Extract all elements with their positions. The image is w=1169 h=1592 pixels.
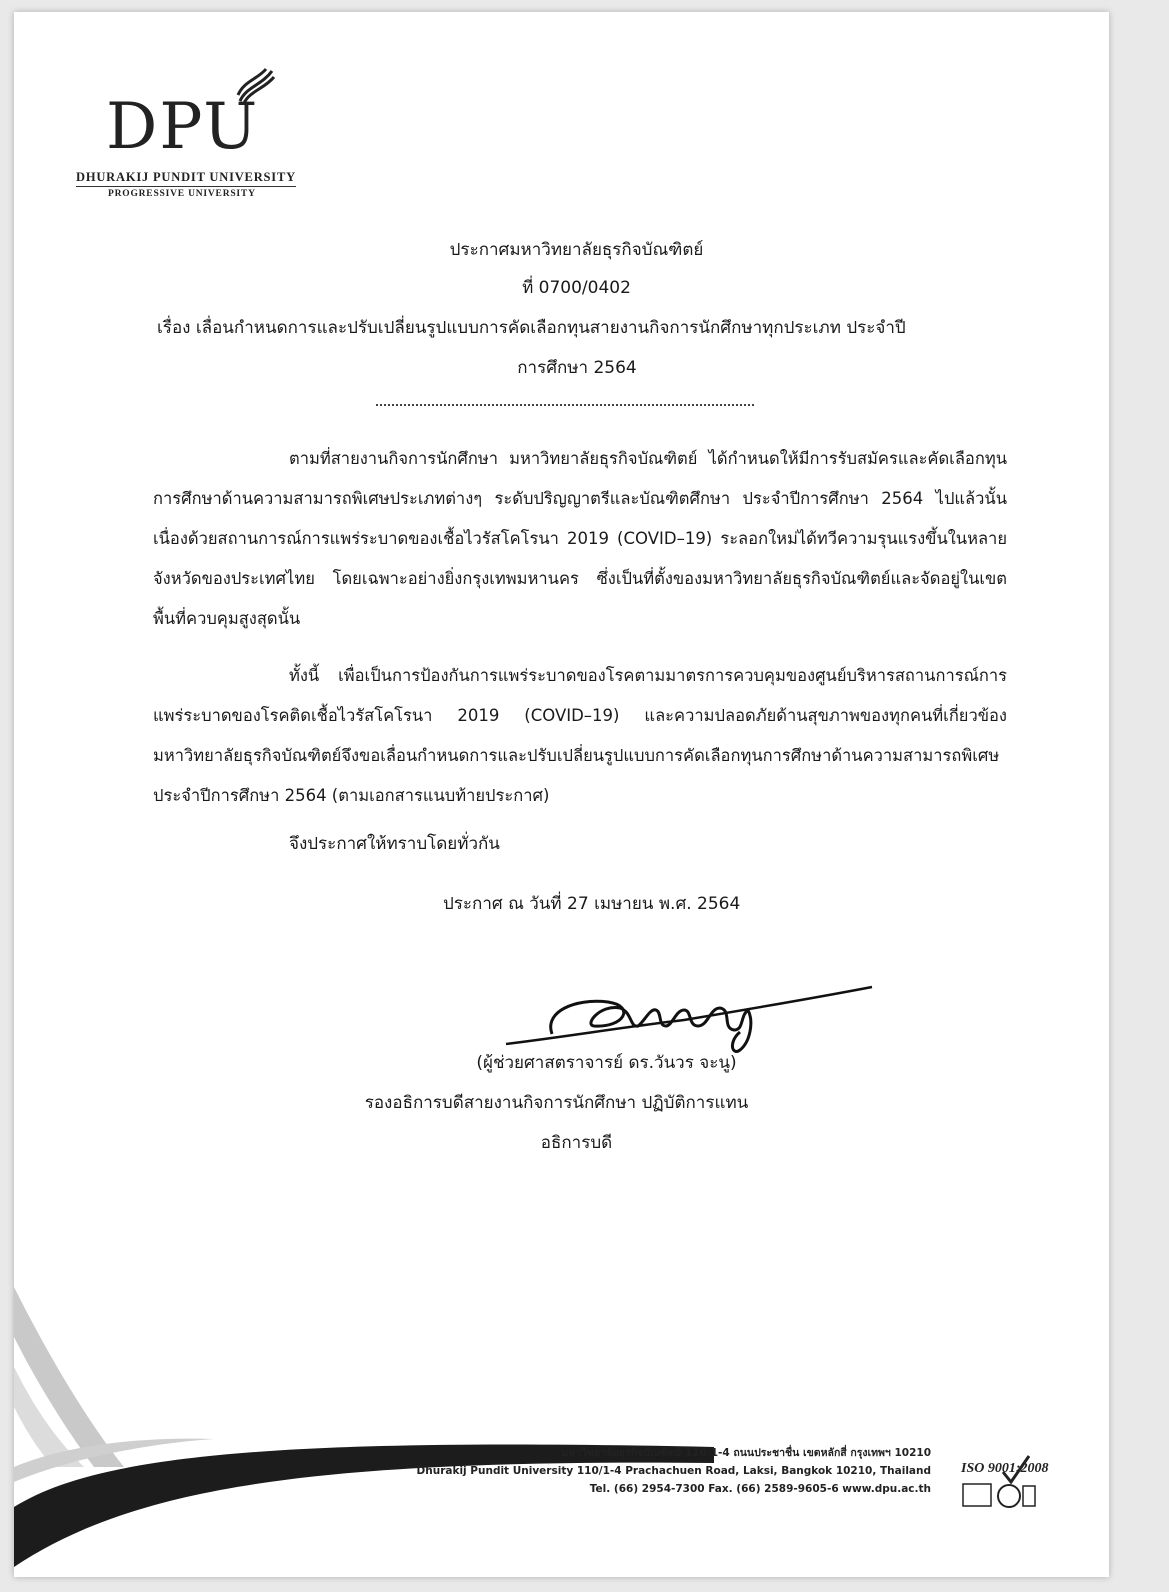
dotted-divider (376, 404, 754, 406)
footer-address (417, 1444, 931, 1498)
iso-certification-icon (959, 1450, 1049, 1520)
announcement-date: ประกาศ ณ วันที่ 27 เมษายน พ.ศ. 2564 (443, 894, 741, 914)
iso-label: ISO 9001:2008 (961, 1461, 1049, 1476)
logo-mark: DPU (106, 90, 260, 164)
letter-page (14, 12, 1109, 1577)
subject-line-2: การศึกษา 2564 (517, 358, 637, 378)
logo-tagline: PROGRESSIVE UNIVERSITY (108, 189, 256, 199)
body-paragraph-2: ทั้งนี้ เพื่อเป็นการป้องกันการแพร่ระบาดของโรคตามมาตรการควบคุมของศูนย์บริหารสถานการณ์การแพร่ระบาดของโรคติดเชื้อไวรัสโคโรนา 2019 (COVID–19) และความปลอดภัยด้านสุขภาพของทุกคนที่เกี่ยวข้อง มหาวิทยาลัยธุรกิจบัณฑิตย์จึงขอเลื่อนกำหนดการและปรับเปลี่ยนรูปแบบการคัดเลือกทุนการศึกษาด้านความสามารถพิเศษ ประจำปีการศึกษา 2564 (ตามเอกสารแนบท้ายประกาศ) (153, 666, 1007, 805)
signer-name: (ผู้ช่วยศาสตราจารย์ ดร.วันวร จะนู) (476, 1053, 737, 1073)
body-paragraph-1: ตามที่สายงานกิจการนักศึกษา มหาวิทยาลัยธุรกิจบัณฑิตย์ ได้กำหนดให้มีการรับสมัครและคัดเลือกทุนการศึกษาด้านความสามารถพิเศษประเภทต่างๆ ระดับปริญญาตรีและบัณฑิตศึกษา ประจำปีการศึกษา 2564 ไปแล้วนั้น เนื่องด้วยสถานการณ์การแพร่ระบาดของเชื้อไวรัสโคโรนา 2019 (COVID–19) ระลอกใหม่ได้ทวีความรุนแรงขึ้นในหลายจังหวัดของประเทศไทย โดยเฉพาะอย่างยิ่งกรุงเทพมหานคร ซึ่งเป็นที่ตั้งของมหาวิทยาลัยธุรกิจบัณฑิตย์และจัดอยู่ในเขตพื้นที่ควบคุมสูงสุดนั้น (153, 449, 1007, 628)
announcement-title: ประกาศมหาวิทยาลัยธุรกิจบัณฑิตย์ (449, 240, 704, 260)
footer-address-en: Dhurakij Pundit University 110/1-4 Prachachuen Road, Laksi, Bangkok 10210, Thailand (416, 1465, 931, 1477)
dpu-logo (76, 67, 306, 202)
signer-title: รองอธิการบดีสายงานกิจการนักศึกษา ปฏิบัติการแทน (364, 1093, 749, 1113)
announcement-number: ที่ 0700/0402 (522, 278, 631, 298)
footer-address-th: มหาวิทยาลัยธุรกิจบัณฑิตย์ 110/1-4 ถนนประชาชื่น เขตหลักสี่ กรุงเทพฯ 10210 (561, 1447, 931, 1459)
announcement-subject (157, 308, 997, 388)
logo-university-name: DHURAKIJ PUNDIT UNIVERSITY (76, 170, 296, 187)
signer-title-2: อธิการบดี (540, 1133, 613, 1153)
closing-statement: จึงประกาศให้ทราบโดยทั่วกัน (289, 834, 500, 854)
decorative-swoosh (14, 1267, 714, 1577)
footer-contact: Tel. (66) 2954-7300 Fax. (66) 2589-9605-6 www.dpu.ac.th (589, 1483, 931, 1495)
subject-line-1: เรื่อง เลื่อนกำหนดการและปรับเปลี่ยนรูปแบบการคัดเลือกทุนสายงานกิจการนักศึกษาทุกประเภท ประจำปี (157, 318, 906, 338)
